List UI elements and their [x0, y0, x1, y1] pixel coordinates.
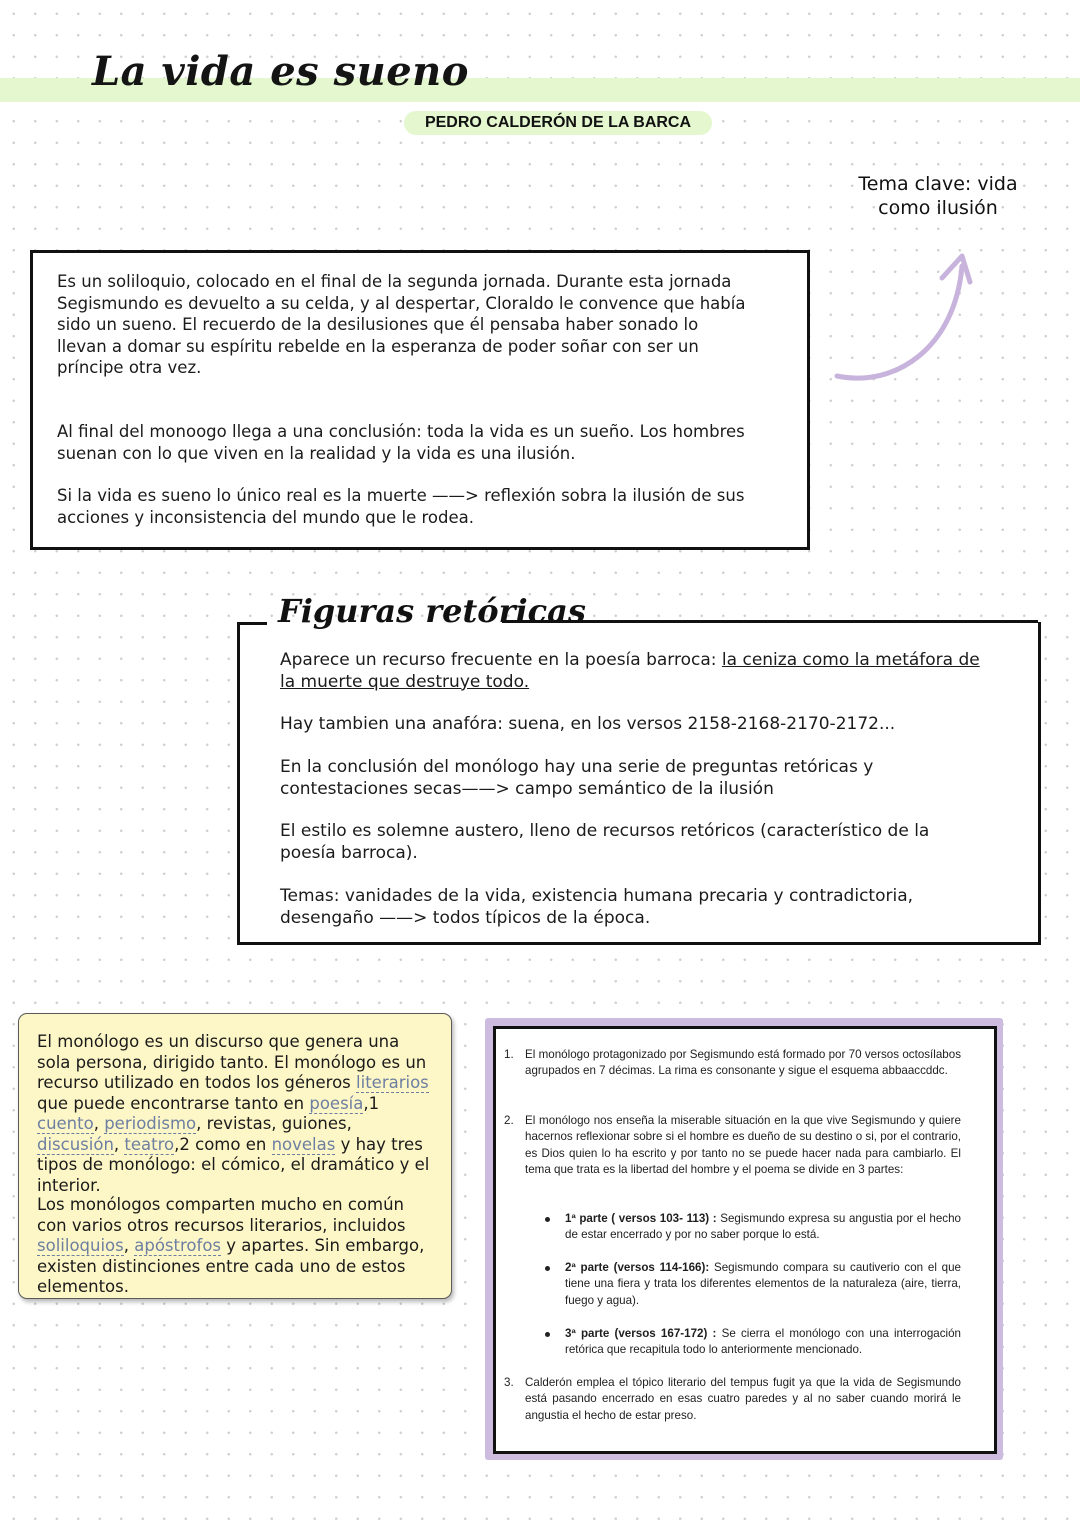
link-poesia[interactable]: poesía [309, 1093, 364, 1113]
figures-p1-text: Aparece un recurso frecuente en la poesía barroca: [280, 650, 722, 670]
analysis-part-2 [565, 1260, 961, 1309]
link-teatro[interactable]: teatro [124, 1134, 175, 1154]
key-theme-line-1: Tema clave: vida [858, 173, 1018, 195]
list-number: 2. [504, 1114, 514, 1127]
monologue-paragraph-2 [37, 1195, 437, 1298]
rhetorical-figures-box [237, 622, 1041, 945]
mono-text: que puede encontrarse tanto en [37, 1093, 310, 1113]
part-2-text: Segismundo compara su cautiverio con el que tiene una fiera y trata los diferentes elementos de la naturaleza (aire, tierra, fuego y agua). [565, 1261, 961, 1307]
analysis-item-1: El monólogo protagonizado por Segismundo está formado por 70 versos octosílabos agrupados en 7 décimas. La rima es consonante y sigue el esquema abbaaccddc. [525, 1048, 961, 1078]
analysis-part-3 [565, 1326, 961, 1359]
mono-text: , revistas, guiones, [196, 1114, 352, 1133]
box-top-border [237, 622, 267, 625]
figures-paragraph-1 [280, 650, 980, 693]
mono-text: y apartes. Sin embargo, existen distinciones entre cada uno de estos elementos. [37, 1236, 425, 1296]
list-number: 1. [504, 1048, 514, 1061]
curved-arrow-icon [825, 238, 985, 388]
summary-paragraph-2: Al final del monoogo llega a una conclusión: toda la vida es un sueño. Los hombres suenan con lo que viven en la realidad y la vida es una ilusión. [57, 422, 745, 463]
summary-box [30, 250, 810, 550]
link-apostrofos[interactable]: apóstrofos [134, 1236, 222, 1255]
mono-text: El monólogo es un discurso que genera una sola persona, dirigido tanto. El monólogo es un recurso utilizado en todos los géneros [37, 1032, 427, 1092]
link-literarios[interactable]: literarios [356, 1073, 429, 1092]
figures-heading: Figuras retóricas [278, 592, 586, 630]
mono-text: ,1 [363, 1093, 380, 1113]
link-soliloquios[interactable]: soliloquios [37, 1236, 124, 1255]
summary-paragraph-3: Si la vida es sueno lo único real es la muerte ——> reflexión sobra la ilusión de sus acciones y inconsistencia del mundo que le rodea. [57, 486, 745, 527]
bullet-icon [545, 1332, 550, 1337]
analysis-item-3: Calderón emplea el tópico literario del tempus fugit ya que la vida de Segismundo está pasando encerrado en esas cuatro paredes y al no saber cuando morirá le angustia el hecho de estar preso. [525, 1376, 961, 1422]
figures-p1-underlined: la ceniza como la metáfora de la muerte que destruye todo. [280, 650, 980, 692]
part-2-label: 2ª parte (versos 114-166): [565, 1261, 710, 1274]
mono-text: , [123, 1236, 135, 1255]
key-theme-line-2: como ilusión [878, 197, 998, 219]
link-discusion[interactable]: discusión [37, 1134, 114, 1154]
figures-paragraph-2: Hay tambien una anafóra: suena, en los versos 2158-2168-2170-2172... [280, 714, 896, 734]
part-3-text: Se cierra el monólogo con una interrogación retórica que recapitula todo lo anteriormente mencionado. [565, 1327, 961, 1357]
mono-text: y hay tres tipos de monólogo: el cómico, el dramático y el interior. [37, 1134, 430, 1195]
link-novelas[interactable]: novelas [271, 1134, 336, 1154]
author-name: PEDRO CALDERÓN DE LA BARCA [424, 114, 692, 131]
figures-paragraph-3: En la conclusión del monólogo hay una serie de preguntas retóricas y contestaciones secas——> campo semántico de la ilusión [280, 757, 874, 799]
mono-text: Los monólogos comparten mucho en común con varios otros recursos literarios, incluidos [37, 1195, 406, 1235]
figures-paragraph-5: Temas: vanidades de la vida, existencia humana precaria y contradictoria, desengaño ——> todos típicos de la época. [280, 886, 914, 928]
analysis-item-2: El monólogo nos enseña la miserable situación en la que vive Segismundo y quiere hacernos reflexionar sobre si el hombre es dueño de su destino o si, por el contrario, es Dios quien lo ha escrito y por tanto no se puede hacer nada para cambiarlo. El tema que trata es la libertad del hombre y el poema se divide en 3 partes: [525, 1114, 961, 1177]
link-periodismo[interactable]: periodismo [104, 1114, 197, 1133]
page-title: La vida es sueno [92, 48, 469, 95]
bullet-icon [545, 1217, 550, 1222]
bullet-icon [545, 1266, 550, 1271]
list-number: 3. [504, 1376, 514, 1389]
analysis-box [493, 1026, 997, 1454]
monologue-note [18, 1013, 452, 1299]
figures-paragraph-4: El estilo es solemne austero, lleno de recursos retóricos (característico de la poesía barroca). [280, 821, 930, 863]
monologue-paragraph-1 [37, 1032, 437, 1196]
mono-text: ,2 como en [174, 1134, 272, 1154]
key-theme-note [850, 172, 1026, 220]
analysis-part-1 [565, 1211, 961, 1244]
mono-text: , [113, 1134, 125, 1154]
part-1-label: 1ª parte ( versos 103- 113) : [565, 1212, 717, 1225]
part-1-text: Segismundo expresa su angustia por el hecho de estar encerrado y por no saber porque lo está. [565, 1212, 961, 1242]
mono-text: , [93, 1114, 105, 1133]
summary-paragraph-1: Es un soliloquio, colocado en el final de la segunda jornada. Durante esta jornada Segismundo es devuelto a su celda, y al despertar, Cloraldo le convence que había sido un sueno. El recuerdo de la desilusiones que él pensaba haber sonado lo llevan a domar su espíritu rebelde en la esperanza de poder soñar con ser un príncipe otra vez. [57, 272, 746, 377]
link-cuento[interactable]: cuento [37, 1114, 94, 1133]
part-3-label: 3ª parte (versos 167-172) : [565, 1327, 717, 1340]
